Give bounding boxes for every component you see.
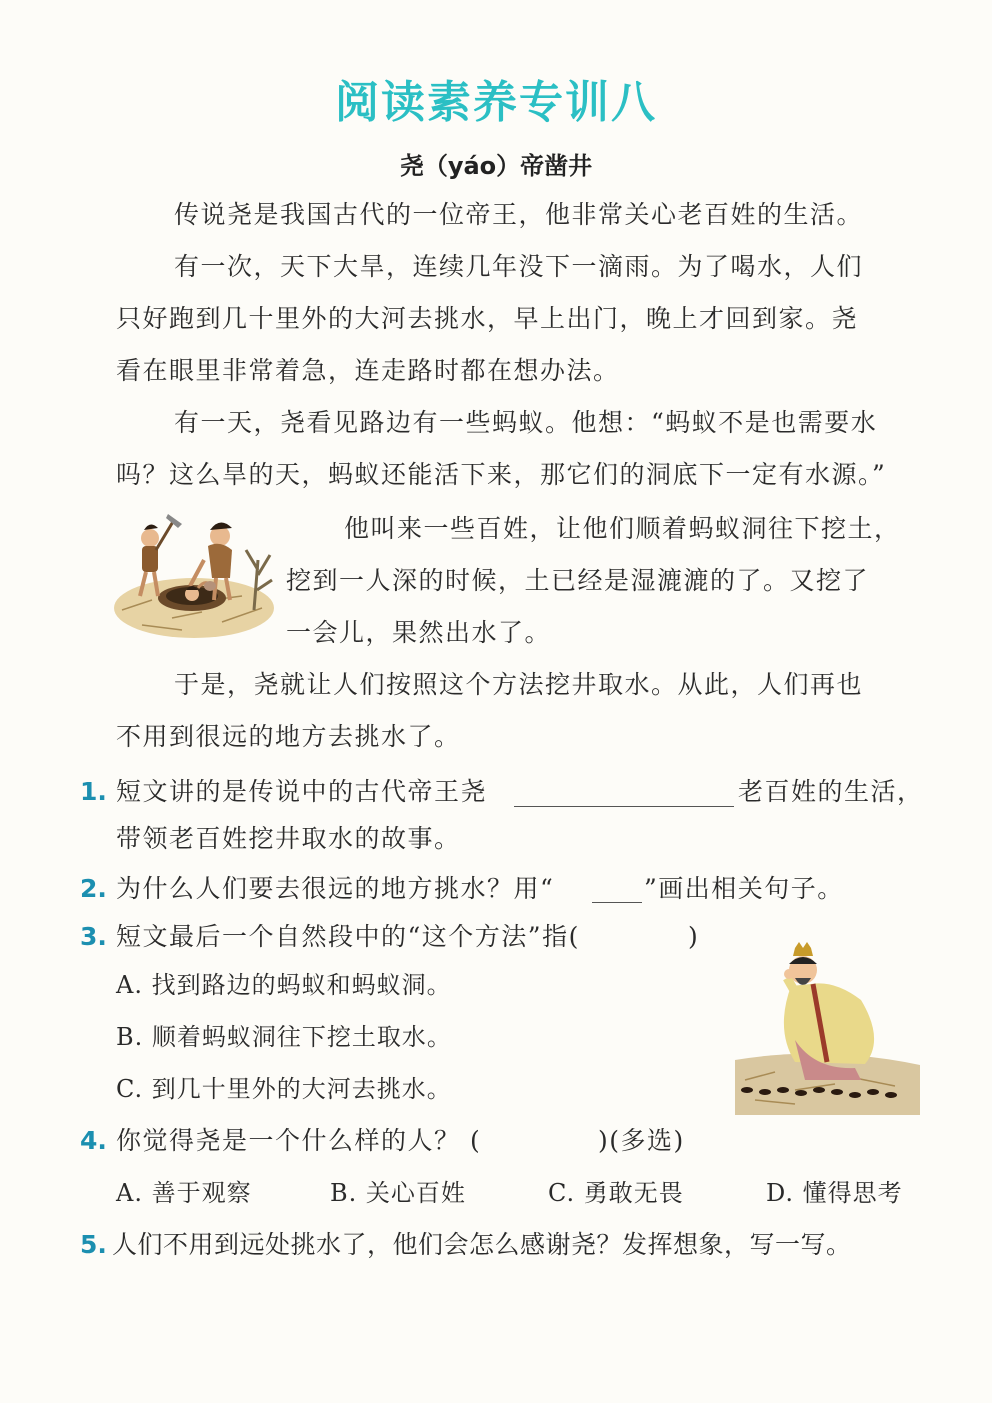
question-3-option-b[interactable]: B. 顺着蚂蚁洞往下挖土取水。	[116, 1023, 452, 1051]
question-1-text-part2: 老百姓的生活，	[738, 777, 924, 806]
question-5-text: 人们不用到远处挑水了，他们会怎么感谢尧？发挥想象，写一写。	[112, 1230, 852, 1259]
question-1-answer-blank[interactable]	[514, 806, 734, 807]
question-3-text: 短文最后一个自然段中的“这个方法”指(	[116, 922, 580, 951]
page-title: 阅读素养专训八	[335, 77, 657, 128]
question-3-option-c[interactable]: C. 到几十里外的大河去挑水。	[116, 1075, 452, 1103]
question-3-number: 3.	[80, 922, 107, 951]
question-4-number: 4.	[80, 1126, 107, 1155]
story-title: 尧（yáo）帝凿井	[399, 152, 593, 180]
paragraph-1: 传说尧是我国古代的一位帝王，他非常关心老百姓的生活。	[174, 200, 864, 229]
paragraph-2-line-1: 有一次，天下大旱，连续几年没下一滴雨。为了喝水，人们	[174, 252, 864, 281]
question-2-underline-sample	[592, 902, 642, 903]
paragraph-5-line-1: 于是，尧就让人们按照这个方法挖井取水。从此，人们再也	[174, 670, 864, 699]
question-2-text-part2: ”画出相关句子。	[644, 874, 844, 903]
question-5-number: 5.	[80, 1230, 107, 1259]
emperor-yao-illustration	[735, 940, 920, 1115]
question-1-text-part1: 短文讲的是传说中的古代帝王尧	[116, 777, 488, 806]
question-4-option-a[interactable]: A. 善于观察	[116, 1179, 252, 1207]
question-3-answer-close[interactable]: )	[688, 922, 700, 951]
paragraph-4-line-1: 他叫来一些百姓，让他们顺着蚂蚁洞往下挖土，	[344, 514, 901, 543]
paragraph-5-line-2: 不用到很远的地方去挑水了。	[116, 722, 461, 751]
question-4-option-d[interactable]: D. 懂得思考	[766, 1179, 903, 1207]
question-2-number: 2.	[80, 874, 107, 903]
paragraph-3-line-1: 有一天，尧看见路边有一些蚂蚁。他想：“蚂蚁不是也需要水	[174, 408, 878, 437]
digging-well-illustration	[112, 500, 277, 640]
question-4-text: 你觉得尧是一个什么样的人？ (	[116, 1126, 482, 1155]
paragraph-3-line-2: 吗？这么旱的天，蚂蚁还能活下来，那它们的洞底下一定有水源。”	[116, 460, 887, 489]
question-4-option-c[interactable]: C. 勇敢无畏	[548, 1179, 684, 1207]
question-2-text-part1: 为什么人们要去很远的地方挑水？用“	[116, 874, 555, 903]
question-3-option-a[interactable]: A. 找到路边的蚂蚁和蚂蚁洞。	[116, 971, 452, 999]
paragraph-2-line-2: 只好跑到几十里外的大河去挑水，早上出门，晚上才回到家。尧	[116, 304, 859, 333]
paragraph-2-line-3: 看在眼里非常着急，连走路时都在想办法。	[116, 356, 620, 385]
question-1-number: 1.	[80, 777, 107, 806]
question-4-answer-close[interactable]: )(多选)	[598, 1126, 685, 1155]
paragraph-4-line-3: 一会儿，果然出水了。	[286, 618, 552, 647]
question-1-line-2: 带领老百姓挖井取水的故事。	[116, 824, 461, 853]
question-4-option-b[interactable]: B. 关心百姓	[330, 1179, 466, 1207]
paragraph-4-line-2: 挖到一人深的时候，土已经是湿漉漉的了。又挖了	[286, 566, 870, 595]
